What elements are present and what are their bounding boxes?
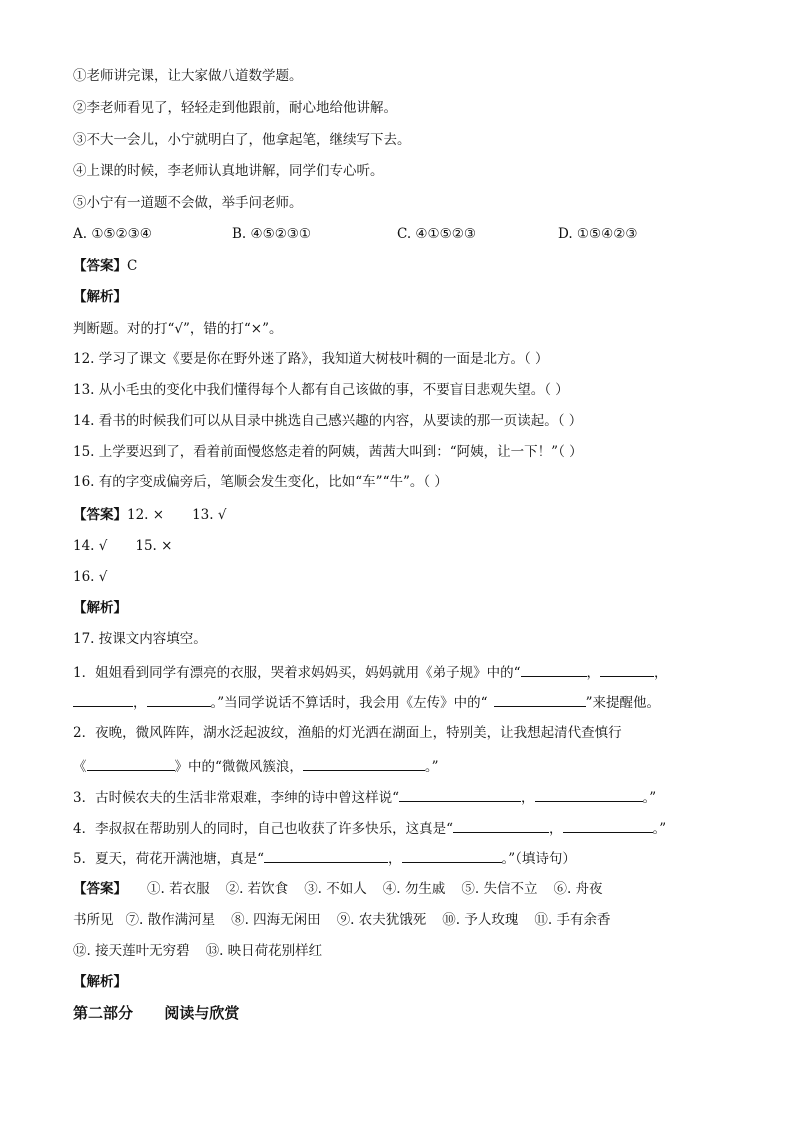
fill-answer-12: ⑫. 接天莲叶无穷碧 — [73, 943, 190, 959]
judge-item-14: 14. 看书的时候我们可以从目录中挑选自己感兴趣的内容，从要读的那一页读起。（ ） — [73, 413, 583, 429]
judge-item-13: 13. 从小毛虫的变化中我们懂得每个人都有自己该做的事，不要盲目悲观失望。（ ） — [73, 382, 569, 398]
judge-item-12: 12. 学习了课文《要是你在野外迷了路》，我知道大树枝叶稠的一面是北方。（ ） — [73, 351, 549, 367]
fill-q2-line2: 《 》中的“微微风簇浪， 。” — [73, 756, 439, 776]
fill-answer-5: ⑤. 失信不立 — [461, 881, 538, 897]
fill-answer-2: ②. 若饮食 — [225, 881, 289, 897]
fill-answer-row-2 — [73, 911, 610, 929]
fill-q5: 5．夏天，荷花开满池塘，真是“ ， 。”（填诗句） — [73, 848, 576, 868]
judge-intro: 判断题。对的打“√”，错的打“×”。 — [73, 321, 283, 337]
judge-item-15: 15. 上学要迟到了，看着前面慢悠悠走着的阿姨，茜茜大叫到：“阿姨，让一下！”（ ） — [73, 444, 583, 460]
option-d: D. ①⑤④②③ — [558, 226, 638, 242]
fill-q1-line2: ， 。”当同学说话不算话时，我会用《左传》中的“ ”来提醒他。 — [73, 692, 660, 712]
answer-value: C — [127, 258, 138, 274]
fill-answer-6: ⑥. 舟夜 — [553, 881, 603, 897]
fill-answer-6-cont: 书所见 — [73, 912, 114, 928]
judge-answer-14: 14. √ — [73, 538, 108, 554]
order-item-1: ①老师讲完课，让大家做八道数学题。 — [73, 68, 303, 84]
blank-5 — [494, 692, 586, 707]
fill-q2-line1: 2．夜晚，微风阵阵，湖水泛起波纹，渔船的灯光洒在湖面上，特别美，让我想起清代查慎行 — [73, 725, 622, 741]
fill-q4: 4．李叔叔在帮助别人的同时，自己也收获了许多快乐，这真是“ ， 。” — [73, 818, 666, 838]
analysis-label-1: 【解析】 — [73, 289, 127, 305]
judge-answer-16: 16. √ — [73, 569, 108, 585]
answer-label: 【答案】 — [73, 258, 127, 274]
fill-answer-7: ⑦. 散作满河星 — [125, 912, 216, 928]
fill-answer-row-3 — [73, 942, 328, 960]
judge-answer-15: 15. × — [135, 538, 173, 554]
blank-12 — [264, 848, 388, 863]
blank-8 — [399, 787, 521, 802]
fill-answer-11: ⑪. 手有余香 — [534, 912, 611, 928]
fill-answer-row-1 — [73, 880, 603, 898]
fill-answer-4: ④. 勿生戚 — [382, 881, 446, 897]
option-a: A. ①⑤②③④ — [73, 226, 152, 242]
fill-answer-1: ①. 若衣服 — [147, 881, 210, 897]
option-b: B. ④⑤②③① — [232, 226, 312, 242]
fill-answer-8: ⑧. 四海无闲田 — [231, 912, 321, 928]
analysis-label-3: 【解析】 — [73, 974, 127, 990]
answer-row-1 — [73, 257, 137, 275]
blank-6 — [87, 756, 175, 771]
order-item-4: ④上课的时候，李老师认真地讲解，同学们专心听。 — [73, 163, 384, 179]
blank-7 — [303, 756, 425, 771]
option-c: C. ④①⑤②③ — [397, 226, 476, 242]
blank-13 — [402, 848, 502, 863]
blank-4 — [147, 692, 211, 707]
blank-10 — [453, 818, 549, 833]
order-item-2: ②李老师看见了，轻轻走到他跟前，耐心地给他讲解。 — [73, 100, 397, 116]
fill-answer-3: ③. 不如人 — [304, 881, 367, 897]
section-heading-part2: 第二部分 阅读与欣赏 — [73, 1004, 240, 1022]
blank-1 — [521, 662, 587, 677]
fill-q1-line1: 1．姐姐看到同学有漂亮的衣服，哭着求妈妈买，妈妈就用《弟子规》中的“ ， ， — [73, 662, 668, 682]
answer-label: 【答案】 — [73, 881, 127, 897]
answer-label: 【答案】 — [73, 507, 127, 523]
fill-answer-13: ⑬. 映日荷花别样红 — [205, 943, 323, 959]
blank-3 — [73, 692, 133, 707]
fill-q3: 3．古时候农夫的生活非常艰难，李绅的诗中曾这样说“ ， 。” — [73, 787, 656, 807]
judge-answer-12: 12. × — [127, 507, 165, 523]
order-item-5: ⑤小宁有一道题不会做，举手问老师。 — [73, 195, 303, 211]
blank-9 — [535, 787, 643, 802]
blank-2 — [600, 662, 654, 677]
answer-row-3 — [73, 537, 172, 555]
answer-row-2 — [73, 506, 226, 524]
blank-11 — [563, 818, 653, 833]
judge-item-16: 16. 有的字变成偏旁后，笔顺会发生变化，比如“车”“牛”。（ ） — [73, 474, 448, 490]
analysis-label-2: 【解析】 — [73, 600, 127, 616]
fill-title: 17. 按课文内容填空。 — [73, 631, 207, 647]
fill-answer-9: ⑨. 农夫犹饿死 — [336, 912, 427, 928]
fill-answer-10: ⑩. 予人玫瑰 — [442, 912, 519, 928]
judge-answer-13: 13. √ — [192, 507, 227, 523]
order-item-3: ③不大一会儿，小宁就明白了，他拿起笔，继续写下去。 — [73, 132, 411, 148]
